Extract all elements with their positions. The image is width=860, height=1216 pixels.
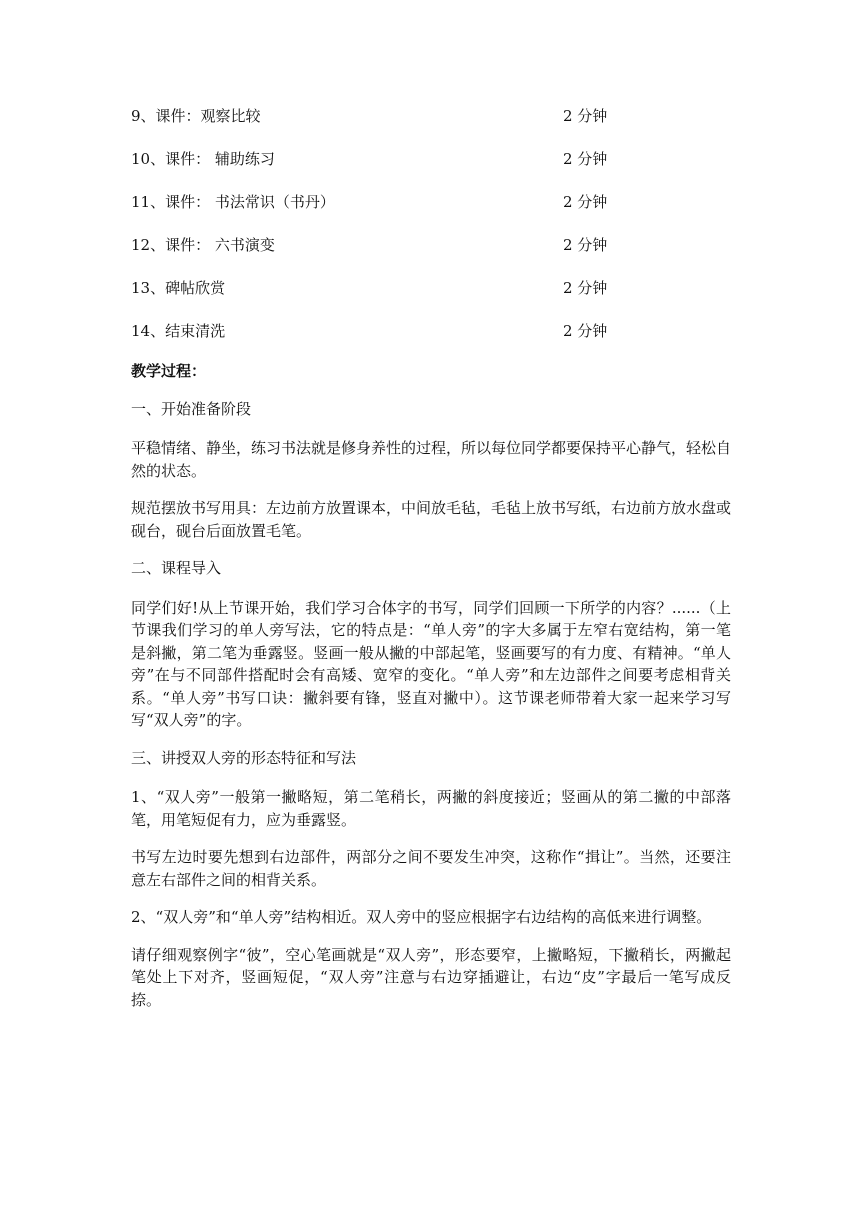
schedule-row — [131, 189, 651, 232]
paragraph: 同学们好!从上节课开始，我们学习合体字的书写，同学们回顾一下所学的内容？......（上节课我们学习的单人旁写法，它的特点是：“单人旁”的字大多属于左窄右宽结构，第一笔是斜撇，第二笔为垂露竖。竖画一般从撇的中部起笔，竖画要写的有力度、有精神。“单人旁”在与不同部件搭配时会有高矮、宽窄的变化。“单人旁”和左边部件之间要考虑相背关系。“单人旁”书写口诀：撇斜要有锋，竖直对撇中）。这节课老师带着大家一起来学习写写“双人旁”的字。 — [131, 598, 731, 729]
schedule-row — [131, 318, 651, 361]
schedule-list — [131, 103, 651, 361]
paragraph: 2、“双人旁”和“单人旁”结构相近。双人旁中的竖应根据字右边结构的高低来进行调整。 — [131, 908, 712, 926]
schedule-item-time: 2 分钟 — [563, 236, 608, 254]
section-title: 二、课程导入 — [131, 559, 222, 577]
schedule-item-time: 2 分钟 — [563, 279, 608, 297]
schedule-row — [131, 275, 651, 318]
schedule-item-time: 2 分钟 — [563, 322, 608, 340]
paragraph: 平稳情绪、静坐，练习书法就是修身养性的过程，所以每位同学都要保持平心静气，轻松自然的状态。 — [131, 439, 732, 480]
schedule-item-time: 2 分钟 — [563, 193, 608, 211]
schedule-item-label: 12、课件： 六书演变 — [131, 236, 275, 254]
paragraph: 请仔细观察例字“彼”，空心笔画就是“双人旁”，形态要窄，上撇略短，下撇稍长，两撇起笔处上下对齐，竖画短促，“双人旁”注意与右边穿插避让，右边“皮”字最后一笔写成反捺。 — [131, 945, 731, 1009]
schedule-item-time: 2 分钟 — [563, 150, 608, 168]
schedule-row — [131, 232, 651, 275]
section-title: 一、开始准备阶段 — [131, 399, 252, 418]
schedule-item-time: 2 分钟 — [563, 107, 608, 125]
schedule-item-label: 10、课件： 辅助练习 — [131, 150, 275, 168]
schedule-item-label: 9、课件：观察比较 — [131, 107, 261, 125]
paragraph: 1、“双人旁”一般第一撇略短，第二笔稍长，两撇的斜度接近；竖画从的第二撇的中部落笔，用笔短促有力，应为垂露竖。 — [131, 788, 731, 829]
section-title: 三、讲授双人旁的形态特征和写法 — [131, 748, 357, 767]
schedule-item-label: 11、课件： 书法常识（书丹） — [131, 193, 335, 211]
paragraph: 规范摆放书写用具：左边前方放置课本，中间放毛毡，毛毡上放书写纸，右边前方放水盘或砚台，砚台后面放置毛笔。 — [131, 499, 732, 540]
teaching-process — [131, 360, 731, 1026]
schedule-item-label: 14、结束清洗 — [131, 322, 226, 340]
process-heading: 教学过程： — [131, 362, 207, 380]
schedule-row — [131, 146, 651, 189]
paragraph: 书写左边时要先想到右边部件，两部分之间不要发生冲突，这称作“揖让”。当然，还要注意左右部件之间的相背关系。 — [131, 848, 731, 889]
schedule-row — [131, 103, 651, 146]
schedule-item-label: 13、碑帖欣赏 — [131, 279, 226, 297]
